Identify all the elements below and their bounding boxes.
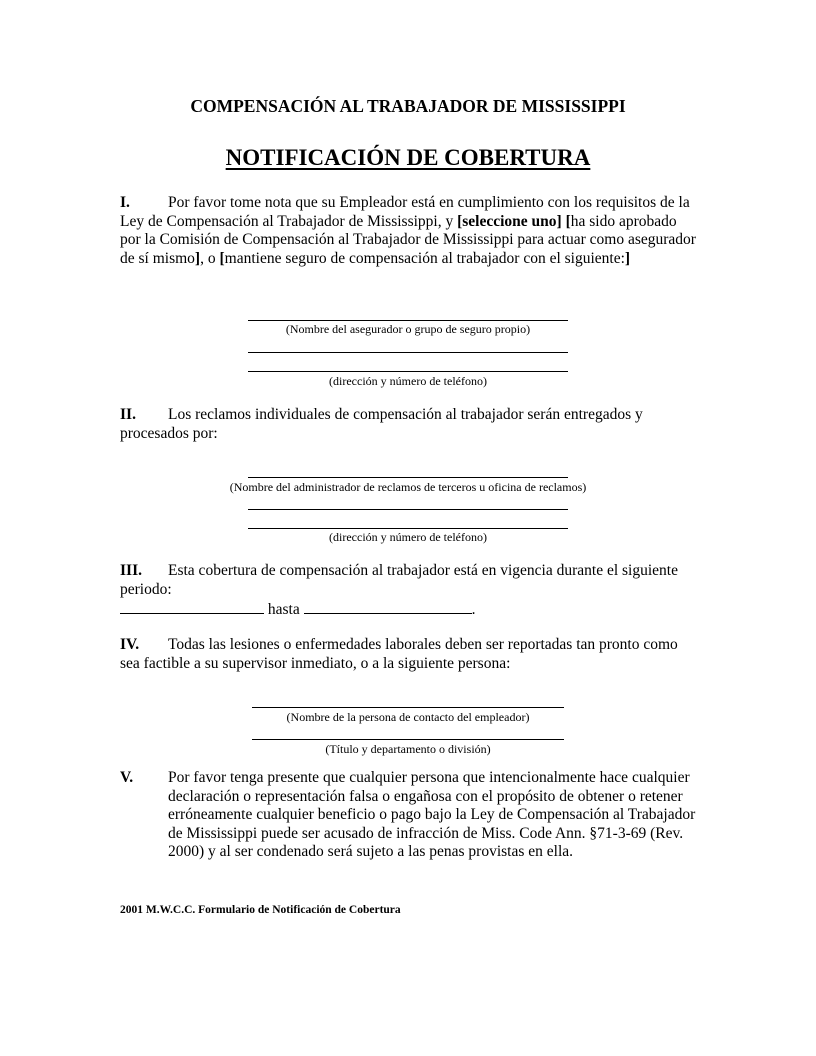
- claims-address-line-2[interactable]: [248, 528, 568, 529]
- section-5-body: Por favor tenga presente que cualquier persona que intencionalmente hace cualquier declaración o representación falsa o engañosa con el propósito de obtener o retener erróneamente cualquier beneficio o pago bajo la Ley de Compensación al Trabajador de Mississippi puede ser acusado de infracción de Miss. Code Ann. §71-3-69 (Rev. 2000) y al ser condenado será sujeto a las penas provistas en ella.: [168, 769, 696, 861]
- claims-admin-line[interactable]: [248, 477, 568, 478]
- section-1-number: I.: [120, 194, 130, 211]
- claims-admin-caption: (Nombre del administrador de reclamos de terceros u oficina de reclamos): [229, 480, 587, 494]
- period-end-blank[interactable]: [304, 599, 472, 614]
- contact-title-caption: (Título y departamento o división): [325, 742, 491, 756]
- period-start-blank[interactable]: [120, 599, 264, 614]
- claims-address-caption: (dirección y número de teléfono): [329, 530, 487, 544]
- claims-address-line-1[interactable]: [248, 509, 568, 510]
- section-1-text: I. Por favor tome nota que su Empleador está en cumplimiento con los requisitos de la Ley de Compensación al Trabajador de Mississippi, y [seleccione uno] [ha sido aprobado por la Comisión de Compensación al Trabajador de Mississippi para actuar como asegurador de sí mismo], o [mantiene seguro de compensación al trabajador con el siguiente:]: [120, 194, 696, 267]
- form-footer: 2001 M.W.C.C. Formulario de Notificación de Cobertura: [120, 904, 401, 916]
- section-3-number: III.: [120, 562, 142, 579]
- section-3-text: III. Esta cobertura de compensación al trabajador está en vigencia durante el siguiente periodo:: [120, 562, 678, 598]
- section-5-number: V.: [120, 769, 134, 786]
- section-4-text: IV. Todas las lesiones o enfermedades laborales deben ser reportadas tan pronto como sea factible a su supervisor inmediato, o a la siguiente persona:: [120, 636, 678, 672]
- insurer-name-line[interactable]: [248, 320, 568, 321]
- form-header: COMPENSACIÓN AL TRABAJADOR DE MISSISSIPPI: [190, 96, 626, 116]
- section-5-text: [120, 769, 700, 862]
- insurer-address-caption: (dirección y número de teléfono): [329, 374, 487, 388]
- section-2-text: II. Los reclamos individuales de compensación al trabajador serán entregados y procesados por:: [120, 406, 643, 442]
- period-hasta: hasta: [267, 601, 300, 618]
- coverage-period: hasta .: [120, 599, 475, 620]
- section-4-number: IV.: [120, 636, 140, 653]
- insurer-name-caption: (Nombre del asegurador o grupo de seguro propio): [285, 322, 531, 336]
- page-title: NOTIFICACIÓN DE COBERTURA: [225, 145, 591, 170]
- insurer-address-line-2[interactable]: [248, 371, 568, 372]
- insurer-address-line-1[interactable]: [248, 352, 568, 353]
- contact-name-caption: (Nombre de la persona de contacto del empleador): [286, 710, 530, 724]
- section-2-number: II.: [120, 406, 136, 423]
- contact-title-line[interactable]: [252, 739, 564, 740]
- contact-name-line[interactable]: [252, 707, 564, 708]
